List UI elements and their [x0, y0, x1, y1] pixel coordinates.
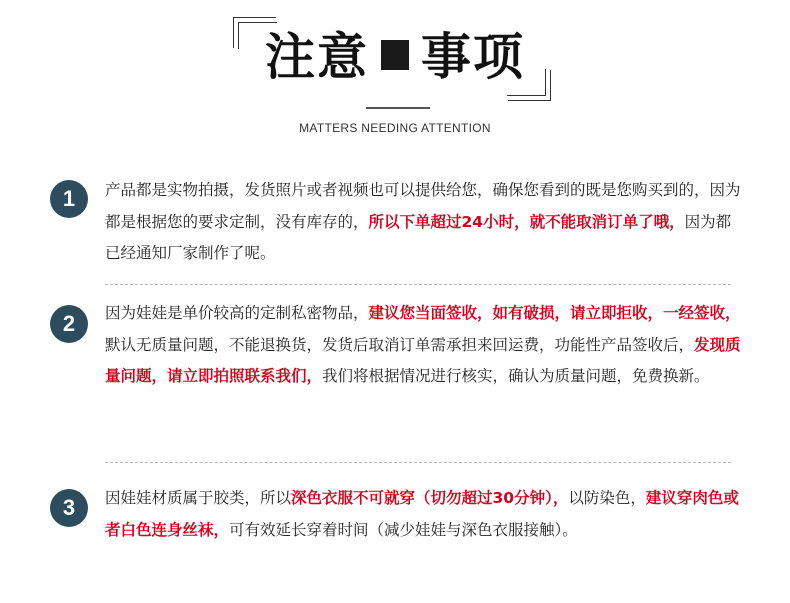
notice-text-2 [105, 298, 745, 393]
title-underline [366, 107, 430, 109]
body-text: 默认无质量问题，不能退换货，发货后取消订单需承担来回运费，功能性产品签收后， [105, 335, 695, 354]
title-left: 注意 [265, 28, 369, 86]
highlight-text: 建议您当面签收，如有破损，请立即拒收，一经签收， [368, 304, 741, 322]
body-text: 因为娃娃是单价较高的定制私密物品， [105, 304, 369, 322]
dashed-divider-2 [105, 462, 731, 463]
body-text: 我们将根据情况进行核实，确认为质量问题，免费换新。 [322, 367, 710, 385]
title-right: 事项 [421, 28, 525, 86]
body-text: 因娃娃材质属于胶类，所以 [105, 489, 292, 507]
dashed-divider-1 [105, 284, 731, 285]
header [0, 0, 790, 140]
highlight-text: 深色衣服不可就穿（切勿超过30分钟）， [291, 489, 569, 507]
body-text: 产品都是实物拍摄，发货照片或者视频也可以提供给您，确保您看到的既是您购买到的，因为都是根据您的要求定制，没有库存的， [105, 181, 741, 231]
number-badge-3: 3 [50, 489, 88, 527]
page-title [0, 24, 790, 90]
highlight-text: 建议穿肉色或者白色连身丝袜， [105, 489, 739, 539]
square-icon [381, 40, 409, 70]
notice-text-1 [105, 175, 745, 270]
highlight-text: 所以下单超过24小时，就不能取消订单了哦， [368, 212, 685, 231]
highlight-text: 发现质量问题，请立即拍照联系我们， [105, 335, 741, 385]
number-badge-1: 1 [50, 180, 88, 218]
body-text: 因为都已经通知厂家制作了呢。 [105, 212, 732, 262]
page-subtitle: MATTERS NEEDING ATTENTION [299, 121, 491, 135]
notice-text-3 [105, 483, 745, 546]
body-text: 以防染色， [568, 489, 646, 507]
number-badge-2: 2 [50, 305, 88, 343]
body-text: 可有效延长穿着时间（减少娃娃与深色衣服接触）。 [229, 520, 578, 539]
